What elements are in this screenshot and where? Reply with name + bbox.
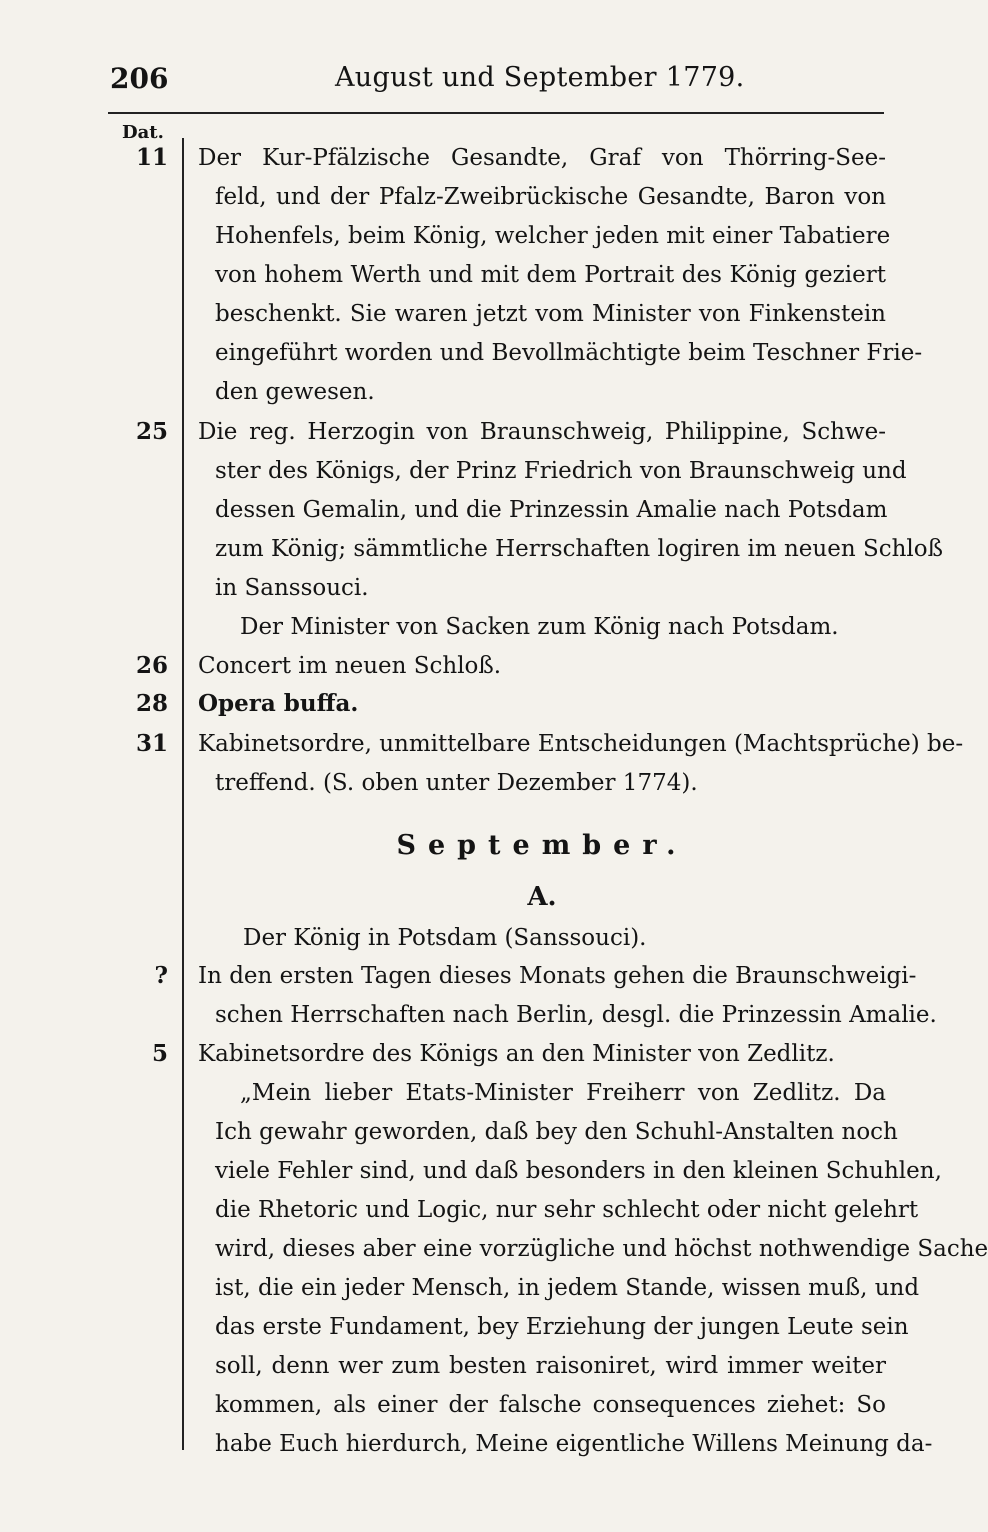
entry-date: 5 <box>151 1040 168 1067</box>
text-line: ster des Königs, der Prinz Friedrich von Braunschweig und <box>215 458 907 484</box>
header-rule <box>108 112 884 114</box>
text-line: eingeführt worden und Bevollmächtigte beim Teschner Frie- <box>215 340 923 366</box>
text-line: Der Minister von Sacken zum König nach Potsdam. <box>240 614 839 640</box>
text-line: wird, dieses aber eine vorzügliche und höchst nothwendige Sache <box>215 1236 988 1262</box>
text-line: den gewesen. <box>215 379 375 405</box>
text-line: Hohenfels, beim König, welcher jeden mit einer Tabatiere <box>215 223 891 249</box>
date-column-rule <box>182 138 184 1450</box>
text-line: Concert im neuen Schloß. <box>198 653 502 679</box>
text-line: die Rhetoric und Logic, nur sehr schlecht oder nicht gelehrt <box>215 1197 919 1223</box>
text-line: Kabinetsordre, unmittelbare Entscheidungen (Machtsprüche) be- <box>198 731 964 757</box>
text-line: In den ersten Tagen dieses Monats gehen die Braunschweigi- <box>198 963 917 989</box>
text-line: Kabinetsordre des Königs an den Minister von Zedlitz. <box>198 1041 835 1067</box>
text-line: das erste Fundament, bey Erziehung der jungen Leute sein <box>215 1314 909 1340</box>
section-subheading: A. <box>527 882 557 912</box>
entry-date: 31 <box>135 730 168 757</box>
entry-date: 26 <box>135 652 168 679</box>
running-title: August und September 1779. <box>335 62 745 93</box>
date-column-label: Dat. <box>122 122 164 143</box>
location-line: Der König in Potsdam (Sanssouci). <box>243 925 647 951</box>
text-line: ist, die ein jeder Mensch, in jedem Stande, wissen muß, und <box>215 1275 920 1301</box>
text-line: treffend. (S. oben unter Dezember 1774). <box>215 770 698 796</box>
entry-date: 28 <box>135 690 168 717</box>
text-line: von hohem Werth und mit dem Portrait des König geziert <box>215 262 886 288</box>
text-line: habe Euch hierdurch, Meine eigentliche Willens Meinung da- <box>215 1431 933 1457</box>
text-line: dessen Gemalin, und die Prinzessin Amalie nach Potsdam <box>215 497 888 523</box>
entry-date: 25 <box>135 418 168 445</box>
page-header <box>0 62 900 102</box>
text-line: zum König; sämmtliche Herrschaften logiren im neuen Schloß <box>215 536 943 562</box>
text-line: kommen, als einer der falsche consequences ziehet: So <box>215 1392 886 1418</box>
text-line: beschenkt. Sie waren jetzt vom Minister von Finkenstein <box>215 301 886 327</box>
text-line: Opera buffa. <box>198 690 359 717</box>
page-number: 206 <box>110 62 169 95</box>
section-heading: September. <box>396 830 688 861</box>
entry-date: 11 <box>135 144 168 171</box>
text-line: viele Fehler sind, und daß besonders in den kleinen Schuhlen, <box>215 1158 942 1184</box>
text-line: Der Kur-Pfälzische Gesandte, Graf von Thörring-See- <box>198 145 886 171</box>
text-line: schen Herrschaften nach Berlin, desgl. die Prinzessin Amalie. <box>215 1002 937 1028</box>
text-line: feld, und der Pfalz-Zweibrückische Gesandte, Baron von <box>215 184 886 210</box>
text-line: Die reg. Herzogin von Braunschweig, Philippine, Schwe- <box>198 419 886 445</box>
text-line: Ich gewahr geworden, daß bey den Schuhl-Anstalten noch <box>215 1119 898 1145</box>
text-line: in Sanssouci. <box>215 575 369 601</box>
text-line: „Mein lieber Etats-Minister Freiherr von Zedlitz. Da <box>240 1080 886 1106</box>
entry-date: ? <box>154 962 168 989</box>
text-line: soll, denn wer zum besten raisoniret, wird immer weiter <box>215 1353 886 1379</box>
